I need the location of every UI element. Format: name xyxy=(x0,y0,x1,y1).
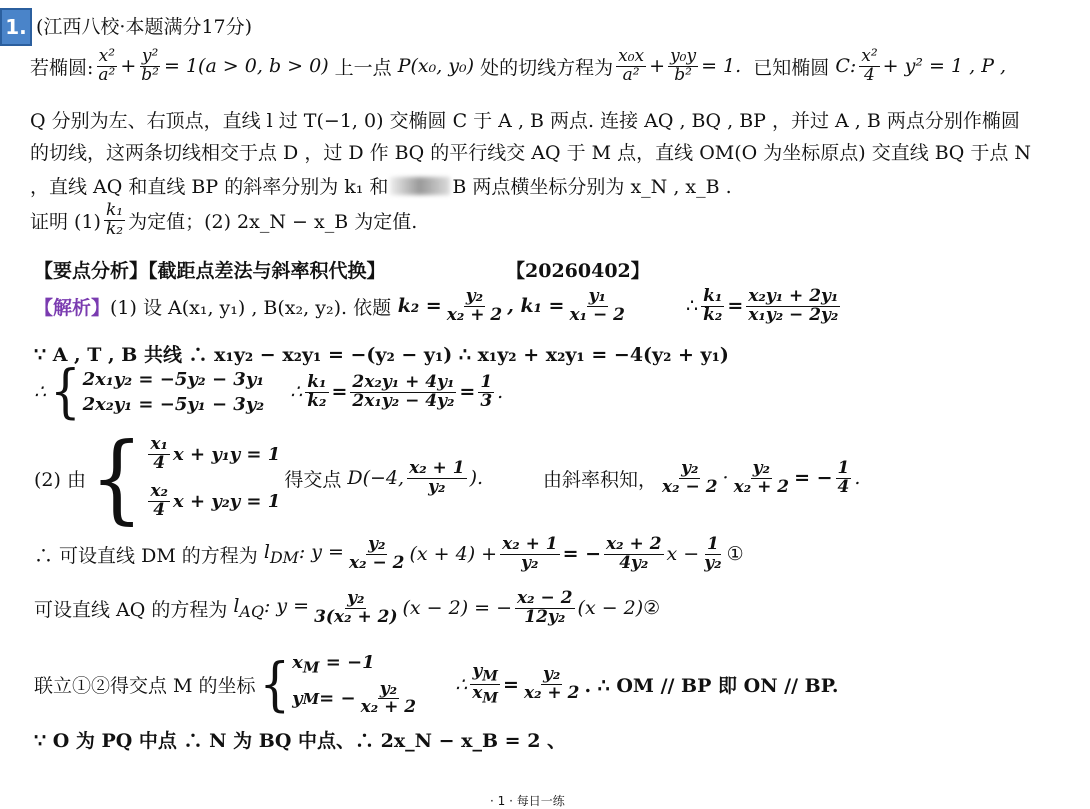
solution-line-1: 【解析】 (1) 设 A(x₁, y₁) , B(x₂, y₂). 依题 k₂ = $\frac{\text{y₂}}{\text{x₂ + 2}}$ , k₁ = $\frac{\text{y₁}}{\text{x₁ − 2}}$ ∴ $\frac{\text{k₁}}{\text{k₂}}$ = $\frac{\text{x₂y₁ + 2y₁}}{\text{x₁y₂ − 2y₂}}$ xyxy=(34,286,839,325)
problem-line-5: 证明 (1) $\frac{\text{k₁}}{\text{k₂}}$ 为定值；(2) 2x_N − x_B 为定值. xyxy=(30,200,418,239)
solution-line-4: (2) 由 { $\frac{\text{x₁}}{4}$ x + y₁y = 1 $\frac{\text{x₂}}{4}$ x + y₂y = 1 得交点 D(−4, $\frac{\text{x₂ + 1}}{\text{y₂}}$ ). 由斜率积知， $\frac{\text{y₂}}{\text{x₂ − 2}}$ · $\frac{\text{y₂}}{\text{x₂ + 2}}$ = − $\frac{1}{4}$ . xyxy=(34,421,861,535)
problem-line-4: ，直线 AQ 和直线 BP 的斜率分别为 k₁ 和 B 两点横坐标分别为 x_N , x_B . xyxy=(30,176,732,198)
solution-line-6: 可设直线 AQ 的方程为 $l_{AQ}$: y = $\frac{\text{y₂}}{\text{3(x₂ + 2)}}$ (x − 2) = − $\frac{\text{x₂ − 2}}{\text{12y₂}}$ (x − 2) ② xyxy=(34,588,661,627)
analysis-code: 【20260402】 xyxy=(506,260,650,282)
redacted-region xyxy=(390,177,450,195)
problem-line-3: 的切线，这两条切线相交于点 D ，过 D 作 BQ 的平行线交 AQ 于 M 点，直线 OM(O 为坐标原点) 交直线 BQ 于点 N xyxy=(30,142,1031,164)
page-footer: · 1 · 每日一练 xyxy=(490,794,565,808)
solution-line-7: 联立①②得交点 M 的坐标 { $x_M = -1$ y M = − $\frac{\text{y₂}}{\text{x₂ + 2}}$ ∴ $\frac{y_M}{x_M}$ = $\frac{\text{y₂}}{\text{x₂ + 2}}$ . ∴ OM // BP 即 ON // BP. xyxy=(34,651,839,719)
solution-line-8: ∵ O 为 PQ 中点 ∴ N 为 BQ 中点、∴ 2x_N − x_B = 2 、 xyxy=(34,730,567,752)
problem-line-1: 若椭圆: $\frac{\text{x²}}{\text{a²}}$ + $\frac{\text{y²}}{\text{b²}}$ = 1(a > 0, b > 0) 上一点 P(x₀, y₀) 处的切线方程为 $\frac{\text{x₀x}}{\text{a²}}$ + $\frac{\text{y₀y}}{\text{b²}}$ = 1. 已知椭圆 C: $\frac{\text{x²}}{4}$ + y² = 1 , P , xyxy=(30,46,1007,85)
solution-line-5: ∴ 可设直线 DM 的方程为 $l_{DM}$: y = $\frac{\text{y₂}}{\text{x₂ − 2}}$ (x + 4) + $\frac{\text{x₂ + 1}}{\text{y₂}}$ = − $\frac{\text{x₂ + 2}}{\text{4y₂}}$ x − $\frac{1}{\text{y₂}}$ ① xyxy=(34,534,744,573)
solution-line-3: ∴ { 2x₁y₂ = −5y₂ − 3y₁ 2x₂y₁ = −5y₁ − 3y₂ ∴ $\frac{\text{k₁}}{\text{k₂}}$ = $\frac{\text{2x₂y₁ + 4y₁}}{\text{2x₁y₂ − 4y₂}}$ = $\frac{1}{3}$ . xyxy=(34,358,504,426)
analysis-label: 【要点分析】【截距点差法与斜率积代换】 xyxy=(34,260,386,282)
problem-line-2: Q 分别为左、右顶点，直线 l 过 T(−1, 0) 交椭圆 C 于 A , B 两点. 连接 AQ , BQ , BP ，并过 A , B 两点分别作椭圆 xyxy=(30,110,1020,132)
question-number-badge: 1. xyxy=(0,8,32,46)
problem-source: (江西八校·本题满分17分) xyxy=(36,16,253,38)
solution-line-2: ∵ A , T , B 共线 ∴ x₁y₂ − x₂y₁ = −(y₂ − y₁) ∴ x₁y₂ + x₂y₁ = −4(y₂ + y₁) xyxy=(34,344,729,366)
